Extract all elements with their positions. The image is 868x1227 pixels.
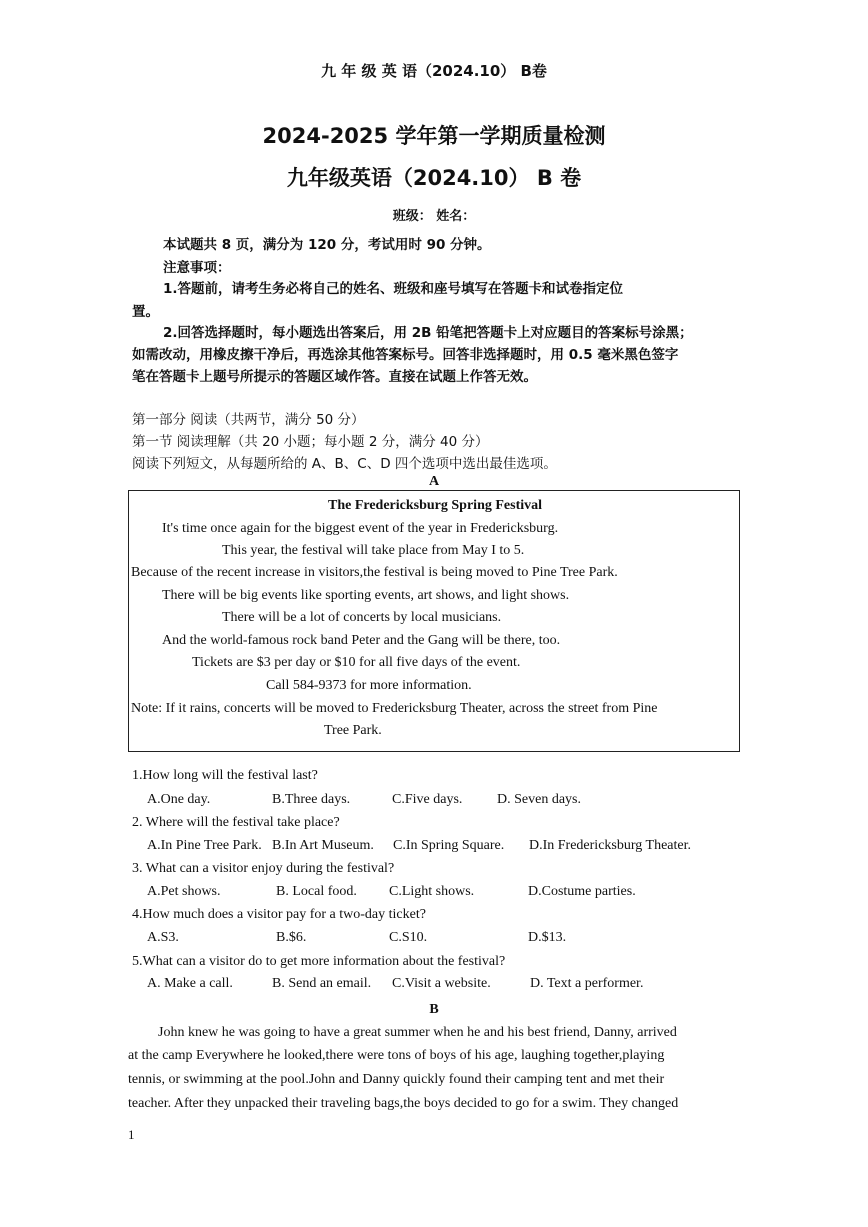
passage-b-line: tennis, or swimming at the pool.John and Danny quickly found their camping tent and met their (128, 1072, 665, 1087)
passage-b-line: at the camp Everywhere he looked,there were tons of boys of his age, laughing together,playing (128, 1048, 665, 1063)
question-4-option-d: D.$13. (528, 930, 567, 945)
question-4-stem: 4.How much does a visitor pay for a two-day ticket? (132, 907, 426, 922)
note-1-line-2: 置。 (132, 304, 159, 320)
question-1-option-b: B.Three days. (272, 792, 351, 807)
passage-a-box (128, 490, 740, 752)
passage-a-title: The Fredericksburg Spring Festival (327, 498, 543, 513)
question-5-option-b: B. Send an email. (272, 976, 372, 991)
question-4-option-b: B.$6. (276, 930, 307, 945)
running-header: 九 年 级 英 语（2024.10） B卷 (321, 62, 547, 80)
passage-a-line: And the world-famous rock band Peter and the Gang will be there, too. (162, 633, 561, 648)
note-1-line-1: 1.答题前，请考生务必将自己的姓名、班级和座号填写在答题卡和试卷指定位 (163, 281, 624, 297)
question-3-option-d: D.Costume parties. (528, 884, 636, 899)
part-1-heading: 第一部分 阅读（共两节，满分 50 分） (132, 412, 365, 428)
question-1-option-a: A.One day. (147, 792, 211, 807)
exam-subtitle: 九年级英语（2024.10） B 卷 (286, 166, 582, 190)
passage-a-label: A (428, 474, 440, 489)
passage-b-label: B (429, 1002, 439, 1017)
question-5-stem: 5.What can a visitor do to get more information about the festival? (132, 954, 506, 969)
question-2-option-b: B.In Art Museum. (272, 838, 374, 853)
exam-summary: 本试题共 8 页，满分为 120 分，考试用时 90 分钟。 (163, 237, 491, 253)
note-2-line-3: 笔在答题卡上题号所提示的答题区域作答。直接在试题上作答无效。 (132, 369, 537, 385)
passage-a-line: Call 584-9373 for more information. (266, 678, 472, 693)
passage-a-line: Tickets are $3 per day or $10 for all five days of the event. (192, 655, 521, 670)
passage-a-line: Tree Park. (324, 723, 382, 738)
question-3-option-c: C.Light shows. (389, 884, 475, 899)
passage-a-line: Note: If it rains, concerts will be moved to Fredericksburg Theater, across the street from Pine (131, 701, 658, 716)
question-2-option-c: C.In Spring Square. (393, 838, 505, 853)
class-name-line: 班级： 姓名： (392, 209, 476, 224)
page-number: 1 (128, 1127, 135, 1142)
question-1-option-d: D. Seven days. (497, 792, 581, 807)
note-2-line-2: 如需改动，用橡皮擦干净后，再选涂其他答案标号。回答非选择题时，用 0.5 毫米黑色签字 (132, 347, 679, 363)
note-2-line-1: 2.回答选择题时，每小题选出答案后，用 2B 铅笔把答题卡上对应题目的答案标号涂黑； (163, 325, 693, 341)
question-1-option-c: C.Five days. (392, 792, 463, 807)
passage-b-line: teacher. After they unpacked their traveling bags,the boys decided to go for a swim. They changed (128, 1096, 679, 1111)
passage-a-line: It's time once again for the biggest event of the year in Fredericksburg. (162, 521, 559, 536)
question-4-option-a: A.S3. (147, 930, 179, 945)
notes-heading: 注意事项： (163, 260, 231, 276)
question-1-stem: 1.How long will the festival last? (132, 768, 318, 783)
section-1-heading: 第一节 阅读理解（共 20 小题；每小题 2 分，满分 40 分） (132, 434, 489, 450)
passage-b-line: John knew he was going to have a great summer when he and his best friend, Danny, arrived (158, 1025, 677, 1040)
question-2-option-a: A.In Pine Tree Park. (147, 838, 262, 853)
question-5-option-d: D. Text a performer. (530, 976, 644, 991)
question-4-option-c: C.S10. (389, 930, 428, 945)
passage-a-line: There will be a lot of concerts by local musicians. (222, 610, 502, 625)
question-3-option-a: A.Pet shows. (147, 884, 221, 899)
passage-a-line: This year, the festival will take place from May I to 5. (222, 543, 525, 558)
question-2-stem: 2. Where will the festival take place? (132, 815, 340, 830)
question-5-option-a: A. Make a call. (147, 976, 233, 991)
passage-a-line: Because of the recent increase in visitors,the festival is being moved to Pine Tree Park. (131, 565, 618, 580)
question-3-stem: 3. What can a visitor enjoy during the festival? (132, 861, 395, 876)
reading-directions: 阅读下列短文，从每题所给的 A、B、C、D 四个选项中选出最佳选项。 (132, 456, 557, 472)
question-2-option-d: D.In Fredericksburg Theater. (529, 838, 691, 853)
exam-title: 2024-2025 学年第一学期质量检测 (262, 124, 606, 148)
question-5-option-c: C.Visit a website. (392, 976, 491, 991)
passage-a-line: There will be big events like sporting events, art shows, and light shows. (162, 588, 570, 603)
question-3-option-b: B. Local food. (276, 884, 357, 899)
